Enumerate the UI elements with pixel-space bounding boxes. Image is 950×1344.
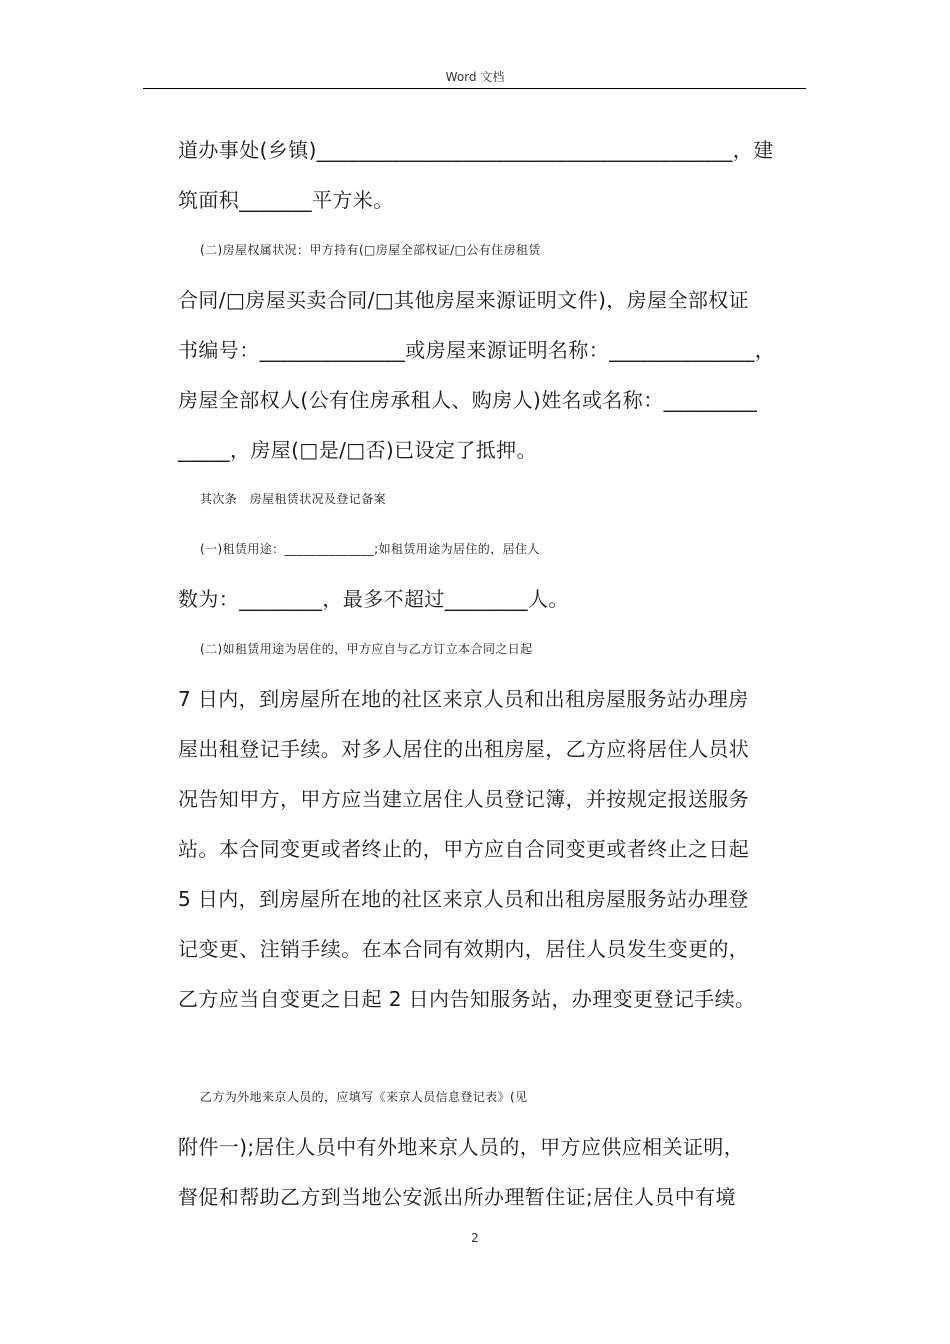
body-line: 道办事处(乡镇)________________________________________，建 <box>178 138 774 162</box>
body-line: 乙方为外地来京人员的，应填写《来京人员信息登记表》(见 <box>200 1090 528 1104</box>
body-line: 屋出租登记手续。对多人居住的出租房屋，乙方应将居住人员状 <box>178 737 750 761</box>
body-line: 数为：________，最多不超过________人。 <box>178 587 569 611</box>
body-line: 7 日内，到房屋所在地的社区来京人员和出租房屋服务站办理房 <box>178 687 749 711</box>
body-line: 附件一);居住人员中有外地来京人员的，甲方应供应相关证明， <box>178 1135 745 1159</box>
body-line: (二)如租赁用途为居住的，甲方应自与乙方订立本合同之日起 <box>200 642 533 656</box>
page-number: 2 <box>471 1231 479 1245</box>
header-divider <box>143 88 806 89</box>
body-line: _____，房屋(□是/□否)已设定了抵押。 <box>178 438 537 462</box>
body-line: 乙方应当自变更之日起 2 日内告知服务站，办理变更登记手续。 <box>178 987 756 1011</box>
body-line: 合同/□房屋买卖合同/□其他房屋来源证明文件)，房屋全部权证 <box>178 288 750 312</box>
body-line: 书编号：______________或房屋来源证明名称：______________， <box>178 338 776 362</box>
body-line: 筑面积_______平方米。 <box>178 188 394 212</box>
body-line: 5 日内，到房屋所在地的社区来京人员和出租房屋服务站办理登 <box>178 887 749 911</box>
body-line: (一)租赁用途：______________;如租赁用途为居住的，居住人 <box>200 542 540 556</box>
body-line: 况告知甲方，甲方应当建立居住人员登记簿，并按规定报送服务 <box>178 787 750 811</box>
page-header: Word 文档 <box>445 70 505 84</box>
body-line: 督促和帮助乙方到当地公安派出所办理暂住证;居住人员中有境 <box>178 1185 736 1209</box>
section-heading: 其次条 房屋租赁状况及登记备案 <box>200 492 387 506</box>
body-line: 房屋全部权人(公有住房承租人、购房人)姓名或名称：_________ <box>178 388 758 412</box>
body-line: 站。本合同变更或者终止的，甲方应自合同变更或者终止之日起 <box>178 837 750 861</box>
body-line: (二)房屋权属状况：甲方持有(□房屋全部权证/□公有住房租赁 <box>200 243 541 257</box>
body-line: 记变更、注销手续。在本合同有效期内，居住人员发生变更的， <box>178 937 750 961</box>
